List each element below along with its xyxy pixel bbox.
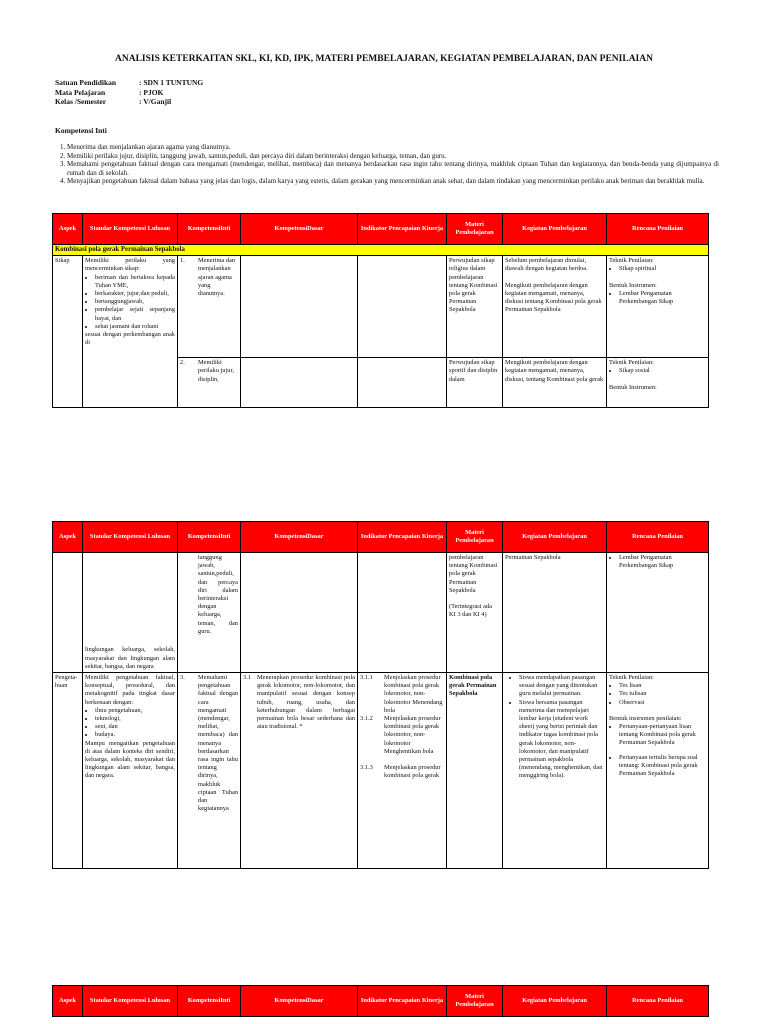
header-aspek: Aspek (53, 986, 83, 1017)
penilaian-bentuk: Bentuk instrumen penilaian: (609, 714, 682, 722)
penilaian-item: • Sikap sosial (619, 367, 706, 375)
cell-aspek: Pengeta-huan (53, 673, 83, 869)
meta-value: : PJOK (139, 87, 164, 97)
penilaian-teknik: Teknik Penilaian: (609, 257, 654, 265)
ki-text: Memiliki perilaku jujur, disiplin, (198, 359, 234, 383)
ipk-number: 3.1.1 (360, 674, 373, 681)
cell-ipk (358, 256, 447, 358)
header-kd: KompetensiDasar (241, 986, 358, 1017)
skl-intro: Memiliki perilaku yang mencerminkan sikap: (85, 257, 175, 273)
cell-ipk (358, 673, 447, 869)
ki-list (55, 143, 719, 186)
ipk-number: 3.1.2 (360, 715, 373, 723)
ki-entry (180, 674, 238, 813)
penilaian-item: • Lembar Pengamatan Perkembangan Sikap (619, 554, 706, 570)
kegiatan-text: Sebelum pembelajaran dimulai, diawali dengan kegiatan berdoa. (505, 257, 588, 273)
penilaian-item: • Tes tulisan (619, 690, 706, 698)
kegiatan-list (505, 674, 604, 781)
header-kegiatan: Kegiatan Pembelajaran (503, 522, 607, 553)
table-row (53, 553, 709, 673)
materi-text: pembelajaran tentang Kombinasi pola gerak Permainan Sepakbola (449, 554, 498, 594)
cell-penilaian (607, 358, 709, 408)
skl-item: • budaya. (95, 731, 175, 739)
table-header-row (53, 522, 709, 553)
kegiatan-item: • Siswa mendapatkan pasangan sesuai dengan yang ditentukan guru melalui permainan. (519, 674, 604, 699)
ipk-entry (360, 674, 444, 715)
materi-note: (Terintegrasi ada KI 3 dan KI 4) (449, 603, 493, 619)
table-header-row (53, 214, 709, 245)
cell-skl: lingkungan keluarga, sekolah, masyarakat dan lingkungan alam sekitar, bangsa, dan negara (83, 553, 178, 673)
header-skl: Standar Kompetensi Lulusan (83, 522, 178, 553)
cell-penilaian (607, 553, 709, 673)
ipk-text: Menjelaskan prosedur kombinasi pola gerak lokomotor, non-lokomotor Menghentikan bola (384, 715, 441, 755)
meta-label: Kelas /Semester (55, 97, 107, 106)
header-aspek: Aspek (53, 522, 83, 553)
header-materi: Materi Pembelajaran (447, 214, 503, 245)
penilaian-list (609, 554, 706, 570)
header-skl: Standar Kompetensi Lulusan (83, 986, 178, 1017)
meta-row (55, 78, 203, 88)
skl-item: • ilmu pengetahuan, (95, 707, 175, 715)
kd-number: 3.1 (243, 674, 251, 681)
cell-kd (241, 673, 358, 869)
header-ki: KompetensiInti (178, 986, 241, 1017)
header-kegiatan: Kegiatan Pembelajaran (503, 986, 607, 1017)
cell-penilaian (607, 256, 709, 358)
cell-kegiatan (503, 673, 607, 869)
analysis-table-2 (52, 521, 709, 869)
penilaian-list (609, 723, 706, 778)
kd-text: Menerapkan prosedur kombinasi pola gerak lokomotor, non-lokomotor, dan manipulatif sesuai dengan konsep tubuh, ruang, usaha, dan keterhubungan dalam berbagai permainan bola besar sederhana dan atau tradisional. * (257, 674, 355, 731)
kegiatan-text: Mengikuti pembelajaran dengan kegiatan mengamati, menanya, diskusi tentang Kombinasi pola gerak Permainan Sepakbola (505, 281, 602, 314)
document-title: ANALISIS KETERKAITAN SKL, KI, KD, IPK, MATERI PEMBELAJARAN, KEGIATAN PEMBELAJARAN, DAN PENILAIAN (115, 54, 653, 64)
penilaian-list (609, 265, 706, 273)
ki-item: 4. Menyajikan pengetahuan faktual dalam bahasa yang jelas dan logis, dalam karya yang estetis, dalam gerakan yang mencerminkan anak sehat, dan dalam tindakan yang mencerminkan perilaku anak beriman dan berakhlak mulia. (67, 177, 719, 186)
ki-entry (180, 359, 238, 384)
penilaian-bentuk: Bentuk Instrumen: (609, 281, 657, 289)
penilaian-list (609, 367, 706, 375)
header-materi: Materi Pembelajaran (447, 986, 503, 1017)
cell-ipk (358, 358, 447, 408)
ipk-text: Menjelaskan prosedur kombinasi pola gerak lokomotor, non-lokomotor Menendang bola (384, 674, 443, 714)
cell-ki (178, 256, 241, 358)
ki-item: 3. Memahami pengetahuan faktual dengan cara mengamati (mendengar, melihat, membaca) dan menanya berdasarkan rasa ingin tahu tentang dirinya, makhluk ciptaan Tuhan dan kegiatannya, dan benda-benda yang dijumpainya di rumah dan di sekolah. (67, 160, 719, 177)
header-ipk: Indikator Pencapaian Kinerja (358, 986, 447, 1017)
cell-kd (241, 553, 358, 673)
penilaian-teknik: Teknik Penilaian: (609, 674, 654, 681)
cell-materi: Perwujudan sikap religius dalam pembelajaran tentang Kombinasi pola gerak Permainan Sepakbola (447, 256, 503, 358)
header-penilaian: Rencana Penilaian (607, 214, 709, 245)
cell-skl (83, 256, 178, 408)
meta-value: : V/Ganjil (139, 97, 172, 106)
skl-item: • pembelajar sejati sepanjang hayat, dan (95, 306, 175, 322)
ki-entry (180, 257, 238, 298)
header-materi: Materi Pembelajaran (447, 522, 503, 553)
table-row (53, 256, 709, 358)
penilaian-item: • Tes lisan (619, 682, 706, 690)
skl-item: • seni, dan (95, 723, 175, 731)
skl-list (85, 707, 175, 740)
header-kegiatan: Kegiatan Pembelajaran (503, 214, 607, 245)
skl-list (85, 274, 175, 331)
cell-materi (447, 553, 503, 673)
penilaian-bentuk: Bentuk Instrumen: (609, 383, 657, 391)
table-row (53, 673, 709, 869)
skl-item: • beriman dan bertakwa kepada Tuhan YME, (95, 274, 175, 290)
meta-label: Mata Pelajaran (55, 87, 106, 97)
kd-entry (243, 674, 355, 731)
skl-item: • sehat jasmani dan rohani (95, 323, 175, 331)
header-ki: KompetensiInti (178, 522, 241, 553)
skl-item: • bertanggungjawab, (95, 298, 175, 306)
cell-penilaian (607, 673, 709, 869)
meta-row (55, 97, 203, 107)
cell-ipk (358, 553, 447, 673)
header-penilaian: Rencana Penilaian (607, 522, 709, 553)
identity-block (55, 78, 203, 107)
cell-ki: tanggung jawab, santun,peduli, dan percaya diri dalam berinteraksi dengan keluarga, teman, dan guru. (178, 553, 241, 673)
skl-tail: sesuai dengan perkembangan anak di (85, 331, 175, 347)
ki-text: Menerima dan menjalankan ajaran agama yang dianutnya. (198, 257, 236, 298)
topic-band: Kombinasi pola gerak Permainan Sepakbola (53, 245, 709, 256)
penilaian-teknik: Teknik Penilaian: (609, 359, 654, 367)
cell-aspek: Sikap (53, 256, 83, 408)
skl-tail: Mampu mengaitkan pengetahuan di atas dalam konteks diri sendiri, keluarga, sekolah, masyarakat dan lingkungan alam sekitar, bangsa, dan negara. (85, 739, 175, 780)
cell-ki (178, 673, 241, 869)
penilaian-item: • Sikap spiritual (619, 265, 706, 273)
header-ki: KompetensiInti (178, 214, 241, 245)
analysis-table-3 (52, 985, 709, 1017)
ki-item: 1. Menerima dan menjalankan ajaran agama yang dianutnya. (67, 143, 719, 152)
cell-materi: Kombinasi pola gerak Permainan Sepakbola (447, 673, 503, 869)
cell-kd (241, 256, 358, 358)
header-skl: Standar Kompetensi Lulusan (83, 214, 178, 245)
meta-row (55, 88, 203, 98)
ki-number: 1. (180, 257, 185, 265)
header-ipk: Indikator Pencapaian Kinerja (358, 522, 447, 553)
ipk-text: Menjelaskan prosedur kombinasi pola gerak (384, 764, 441, 780)
header-penilaian: Rencana Penilaian (607, 986, 709, 1017)
ki-text: Memahami pengetahuan faktual dengan cara mengamati (mendengar, melihat, membaca) dan menanya berdasarkan rasa ingin tahu tentang dirinya, makhluk ciptaan Tuhan dan kegiatannya (198, 674, 238, 813)
cell-kegiatan (503, 256, 607, 358)
cell-kegiatan: Permainan Sepakbola (503, 553, 607, 673)
skl-intro: Memiliki pengetahuan faktual, konseptual, prosedural, dan metakognitif pada tingkat dasar berkenaan dengan: (85, 674, 175, 706)
header-aspek: Aspek (53, 214, 83, 245)
ki-number: 2. (180, 359, 185, 367)
penilaian-item: • Pertanyaan tertulis berupa soal tentang: Kombinasi pola gerak Permainan Sepakbola (619, 754, 706, 779)
meta-value: : SDN 1 TUNTUNG (139, 78, 204, 87)
header-ipk: Indikator Pencapaian Kinerja (358, 214, 447, 245)
kegiatan-item: • Siswa bersama pasangan menerima dan mempelajari lembar kerja (student work sheet) yang berisi perintah dan indikator tugas kombinasi pola gerak lokomotor, non-lokomotor, dan manipulatif permainan sepakbola (menendang, menghentikan, dan menggiring bola). (519, 699, 604, 781)
skl-item: • berkarakter, jujur,dan peduli, (95, 290, 175, 298)
ipk-entry (360, 715, 444, 756)
cell-kd (241, 358, 358, 408)
penilaian-list (609, 682, 706, 707)
skl-item: • teknologi, (95, 715, 175, 723)
ki-item: 2. Memiliki perilaku jujur, disiplin, tanggung jawab, santun,peduli, dan percaya diri dalam berinteraksi dengan keluarga, teman, dan guru. (67, 152, 719, 161)
ipk-entry (360, 764, 444, 780)
cell-ki (178, 358, 241, 408)
cell-skl (83, 673, 178, 869)
penilaian-list (609, 290, 706, 306)
ipk-number: 3.1.3 (360, 764, 373, 772)
meta-label: Satuan Pendidikan (55, 78, 117, 87)
penilaian-item: • Pertanyaan-pertanyaan lisan tentang Kombinasi pola gerak Permainan Sepakbola (619, 723, 706, 748)
cell-kegiatan: Mengikuti pembelajaran dengan kegiatan mengamati, menanya, diskusi, tentang Kombinasi pola gerak (503, 358, 607, 408)
header-kd: KompetensiDasar (241, 522, 358, 553)
topic-band-row (53, 245, 709, 256)
ki-heading: Kompetensi Inti (55, 126, 107, 135)
header-kd: KompetensiDasar (241, 214, 358, 245)
analysis-table-1 (52, 213, 709, 408)
cell-aspek (53, 553, 83, 673)
cell-materi: Perwujudan sikap sportif dan disiplin dalam (447, 358, 503, 408)
penilaian-item: • Observasi (619, 699, 706, 707)
ki-number: 3. (180, 674, 185, 681)
penilaian-item: • Lembar Pengamatan Perkembangan Sikap (619, 290, 706, 306)
table-header-row (53, 986, 709, 1017)
